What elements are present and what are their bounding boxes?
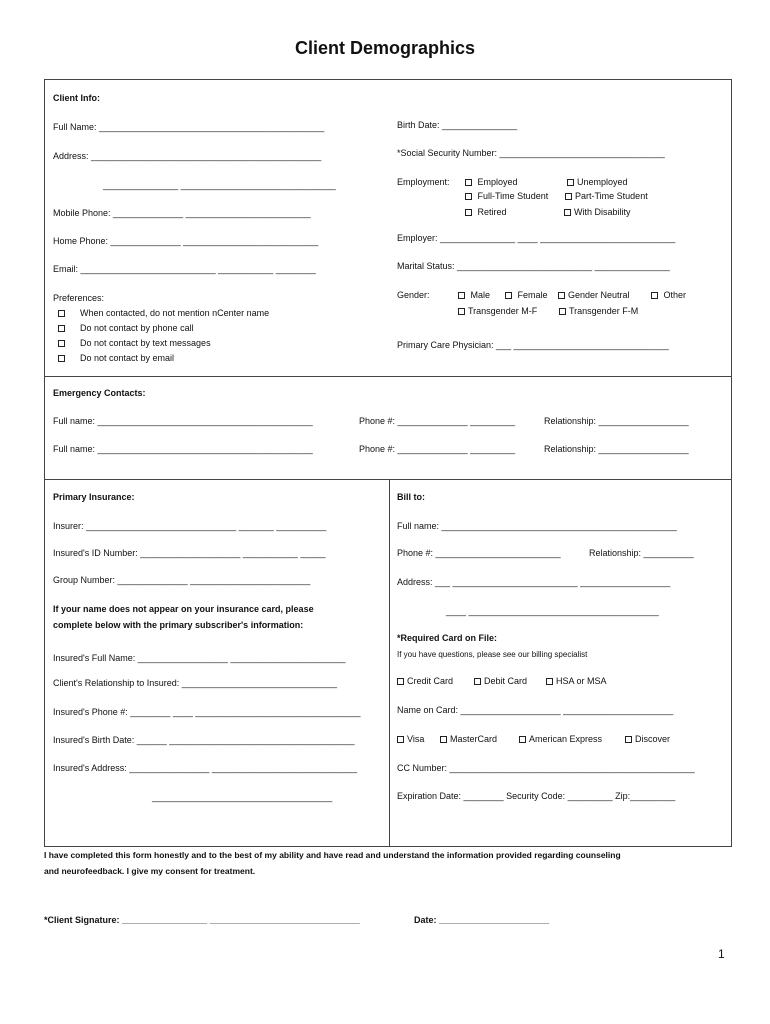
- preference-item[interactable]: Do not contact by text messages: [58, 338, 211, 349]
- employment-option[interactable]: Employed: [465, 177, 518, 188]
- home-phone-field[interactable]: Home Phone: ______________ ___________________________: [53, 236, 319, 246]
- employer-field[interactable]: Employer: _______________ ____ ___________________________: [397, 233, 676, 243]
- insurance-note: complete below with the primary subscriber's information:: [53, 620, 304, 630]
- address-field[interactable]: Address: ______________________________________________: [53, 151, 322, 161]
- checkbox-icon[interactable]: [465, 179, 472, 186]
- employment-option[interactable]: Unemployed: [567, 177, 628, 188]
- checkbox-icon[interactable]: [546, 678, 553, 685]
- emergency-heading: Emergency Contacts:: [53, 388, 146, 398]
- page-title: Client Demographics: [294, 38, 476, 58]
- gender-option[interactable]: Male: [458, 290, 490, 301]
- insured-phone-field[interactable]: Insured's Phone #: ________ ____ _________________________________: [53, 707, 361, 717]
- signature-field[interactable]: *Client Signature: _________________ ______________________________: [44, 915, 360, 925]
- preferences-label: Preferences:: [53, 293, 105, 303]
- checkbox-icon[interactable]: [458, 308, 465, 315]
- checkbox-icon[interactable]: [397, 678, 404, 685]
- checkbox-icon[interactable]: [465, 209, 472, 216]
- name-on-card-field[interactable]: Name on Card: ____________________ ______________________: [397, 705, 674, 715]
- emergency-phone-field[interactable]: Phone #: ______________ _________: [359, 444, 516, 454]
- checkbox-icon[interactable]: [440, 736, 447, 743]
- consent-text: and neurofeedback. I give my consent for treatment.: [44, 866, 256, 876]
- checkbox-icon[interactable]: [397, 736, 404, 743]
- insurer-field[interactable]: Insurer: ______________________________ _______ __________: [53, 521, 327, 531]
- emergency-relationship-field[interactable]: Relationship: __________________: [544, 444, 689, 454]
- checkbox-icon[interactable]: [58, 355, 65, 362]
- card-brand-option[interactable]: Visa: [397, 734, 424, 745]
- insurance-note: If your name does not appear on your insurance card, please: [53, 604, 314, 614]
- primary-care-physician-field[interactable]: Primary Care Physician: ___ _______________________________: [397, 340, 669, 350]
- page-number: 1: [718, 947, 725, 961]
- checkbox-icon[interactable]: [474, 678, 481, 685]
- email-field[interactable]: Email: ___________________________ ___________ ________: [53, 264, 316, 274]
- employment-option[interactable]: Retired: [465, 207, 507, 218]
- gender-option[interactable]: Gender Neutral: [558, 290, 630, 301]
- checkbox-icon[interactable]: [519, 736, 526, 743]
- card-brand-option[interactable]: American Express: [519, 734, 602, 745]
- emergency-name-field[interactable]: Full name: ___________________________________________: [53, 416, 313, 426]
- employment-option[interactable]: With Disability: [564, 207, 631, 218]
- consent-text: I have completed this form honestly and to the best of my ability and have read and understand the information provided regarding counseling: [44, 850, 621, 860]
- card-type-option[interactable]: Debit Card: [474, 676, 527, 687]
- emergency-phone-field[interactable]: Phone #: ______________ _________: [359, 416, 516, 426]
- full-name-field[interactable]: Full Name: _____________________________________________: [53, 122, 325, 132]
- gender-label: Gender:: [397, 290, 430, 300]
- card-heading: *Required Card on File:: [397, 633, 498, 643]
- card-type-option[interactable]: HSA or MSA: [546, 676, 607, 687]
- checkbox-icon[interactable]: [458, 292, 465, 299]
- insurance-heading: Primary Insurance:: [53, 492, 135, 502]
- gender-option[interactable]: Transgender F-M: [559, 306, 638, 317]
- checkbox-icon[interactable]: [58, 340, 65, 347]
- checkbox-icon[interactable]: [58, 310, 65, 317]
- insured-address-field[interactable]: Insured's Address: ________________ _____________________________: [53, 763, 358, 773]
- insured-id-field[interactable]: Insured's ID Number: ____________________ ___________ _____: [53, 548, 326, 558]
- bill-relationship-field[interactable]: Relationship: __________: [589, 548, 694, 558]
- client-info-heading: Client Info:: [53, 93, 100, 103]
- bill-address-field[interactable]: Address: ___ _________________________ __________________: [397, 577, 671, 587]
- emergency-name-field[interactable]: Full name: ___________________________________________: [53, 444, 313, 454]
- gender-option[interactable]: Female: [505, 290, 548, 301]
- insured-relationship-field[interactable]: Client's Relationship to Insured: _______________________________: [53, 678, 337, 688]
- divider-vertical: [389, 479, 390, 847]
- bill-to-heading: Bill to:: [397, 492, 425, 502]
- card-brand-option[interactable]: MasterCard: [440, 734, 497, 745]
- preference-item[interactable]: When contacted, do not mention nCenter name: [58, 308, 269, 319]
- emergency-relationship-field[interactable]: Relationship: __________________: [544, 416, 689, 426]
- bill-address-line2-field[interactable]: ____ ______________________________________: [446, 606, 659, 616]
- checkbox-icon[interactable]: [625, 736, 632, 743]
- checkbox-icon[interactable]: [565, 193, 572, 200]
- card-brand-option[interactable]: Discover: [625, 734, 670, 745]
- ssn-field[interactable]: *Social Security Number: _________________________________: [397, 148, 665, 158]
- preference-item[interactable]: Do not contact by email: [58, 353, 174, 364]
- cc-number-field[interactable]: CC Number: _________________________________________________: [397, 763, 695, 773]
- employment-option[interactable]: Part-Time Student: [565, 191, 648, 202]
- birth-date-field[interactable]: Birth Date: _______________: [397, 120, 518, 130]
- gender-option[interactable]: Transgender M-F: [458, 306, 537, 317]
- checkbox-icon[interactable]: [58, 325, 65, 332]
- checkbox-icon[interactable]: [465, 193, 472, 200]
- checkbox-icon[interactable]: [559, 308, 566, 315]
- bill-phone-field[interactable]: Phone #: _________________________: [397, 548, 561, 558]
- employment-option[interactable]: Full-Time Student: [465, 191, 548, 202]
- group-number-field[interactable]: Group Number: ______________ ________________________: [53, 575, 311, 585]
- marital-status-field[interactable]: Marital Status: ___________________________ _______________: [397, 261, 670, 271]
- preference-item[interactable]: Do not contact by phone call: [58, 323, 194, 334]
- checkbox-icon[interactable]: [558, 292, 565, 299]
- insured-birth-date-field[interactable]: Insured's Birth Date: ______ _____________________________________: [53, 735, 355, 745]
- checkbox-icon[interactable]: [505, 292, 512, 299]
- checkbox-icon[interactable]: [651, 292, 658, 299]
- card-type-option[interactable]: Credit Card: [397, 676, 453, 687]
- checkbox-icon[interactable]: [564, 209, 571, 216]
- insured-name-field[interactable]: Insured's Full Name: __________________ _______________________: [53, 653, 346, 663]
- bill-name-field[interactable]: Full name: _______________________________________________: [397, 521, 677, 531]
- employment-label: Employment:: [397, 177, 450, 187]
- divider-insurance: [44, 479, 732, 480]
- gender-option[interactable]: Other: [651, 290, 686, 301]
- address-line2-field[interactable]: _______________ _______________________________: [103, 180, 336, 190]
- checkbox-icon[interactable]: [567, 179, 574, 186]
- insured-address-line2-field[interactable]: ____________________________________: [152, 792, 333, 802]
- divider-emergency: [44, 376, 732, 377]
- mobile-phone-field[interactable]: Mobile Phone: ______________ _________________________: [53, 208, 311, 218]
- card-note: If you have questions, please see our billing specialist: [397, 650, 588, 659]
- expiration-field[interactable]: Expiration Date: ________ Security Code: _________ Zip:_________: [397, 791, 676, 801]
- signature-date-field[interactable]: Date: ______________________: [414, 915, 550, 925]
